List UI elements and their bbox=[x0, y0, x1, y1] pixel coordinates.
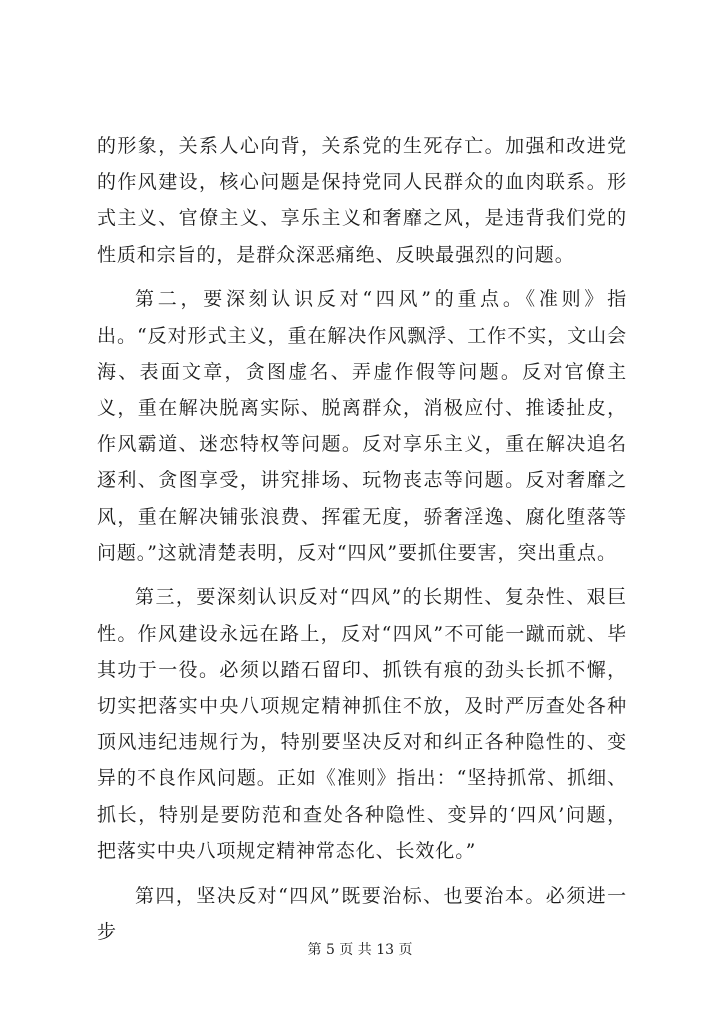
page-number-footer: 第 5 页 共 13 页 bbox=[307, 942, 413, 958]
paragraph-3: 第三，要深刻认识反对“四风”的长期性、复杂性、艰巨性。作风建设永远在路上，反对“四风”不可能一蹴而就、毕其功于一役。必须以踏石留印、抓铁有痕的劲头长抓不懈，切实把落实中央八项规定精神抓住不放，及时严厉查处各种顶风违纪违规行为，特别要坚决反对和纠正各种隐性的、变异的不良作风问题。正如《准则》指出：“坚持抓常、抓细、抓长，特别是要防范和查处各种隐性、变异的‘四风’问题，把落实中央八项规定精神常态化、长效化。” bbox=[97, 586, 627, 862]
document-body bbox=[97, 128, 627, 950]
paragraph-1: 的形象，关系人心向背，关系党的生死存亡。加强和改进党的作风建设，核心问题是保持党同人民群众的血肉联系。形式主义、官僚主义、享乐主义和奢靡之风，是违背我们党的性质和宗旨的，是群众深恶痛绝、反映最强烈的问题。 bbox=[97, 135, 627, 266]
paragraph-2: 第二，要深刻认识反对“四风”的重点。《准则》指出。“反对形式主义，重在解决作风飘浮、工作不实，文山会海、表面文章，贪图虚名、弄虚作假等问题。反对官僚主义，重在解决脱离实际、脱离群众，消极应付、推诿扯皮，作风霸道、迷恋特权等问题。反对享乐主义，重在解决追名逐利、贪图享受，讲究排场、玩物丧志等问题。反对奢靡之风，重在解决铺张浪费、挥霍无度，骄奢淫逸、腐化堕落等问题。”这就清楚表明，反对“四风”要抓住要害，突出重点。 bbox=[97, 288, 627, 564]
paragraph-4: 第四，坚决反对“四风”既要治标、也要治本。必须进一步 bbox=[97, 884, 627, 943]
